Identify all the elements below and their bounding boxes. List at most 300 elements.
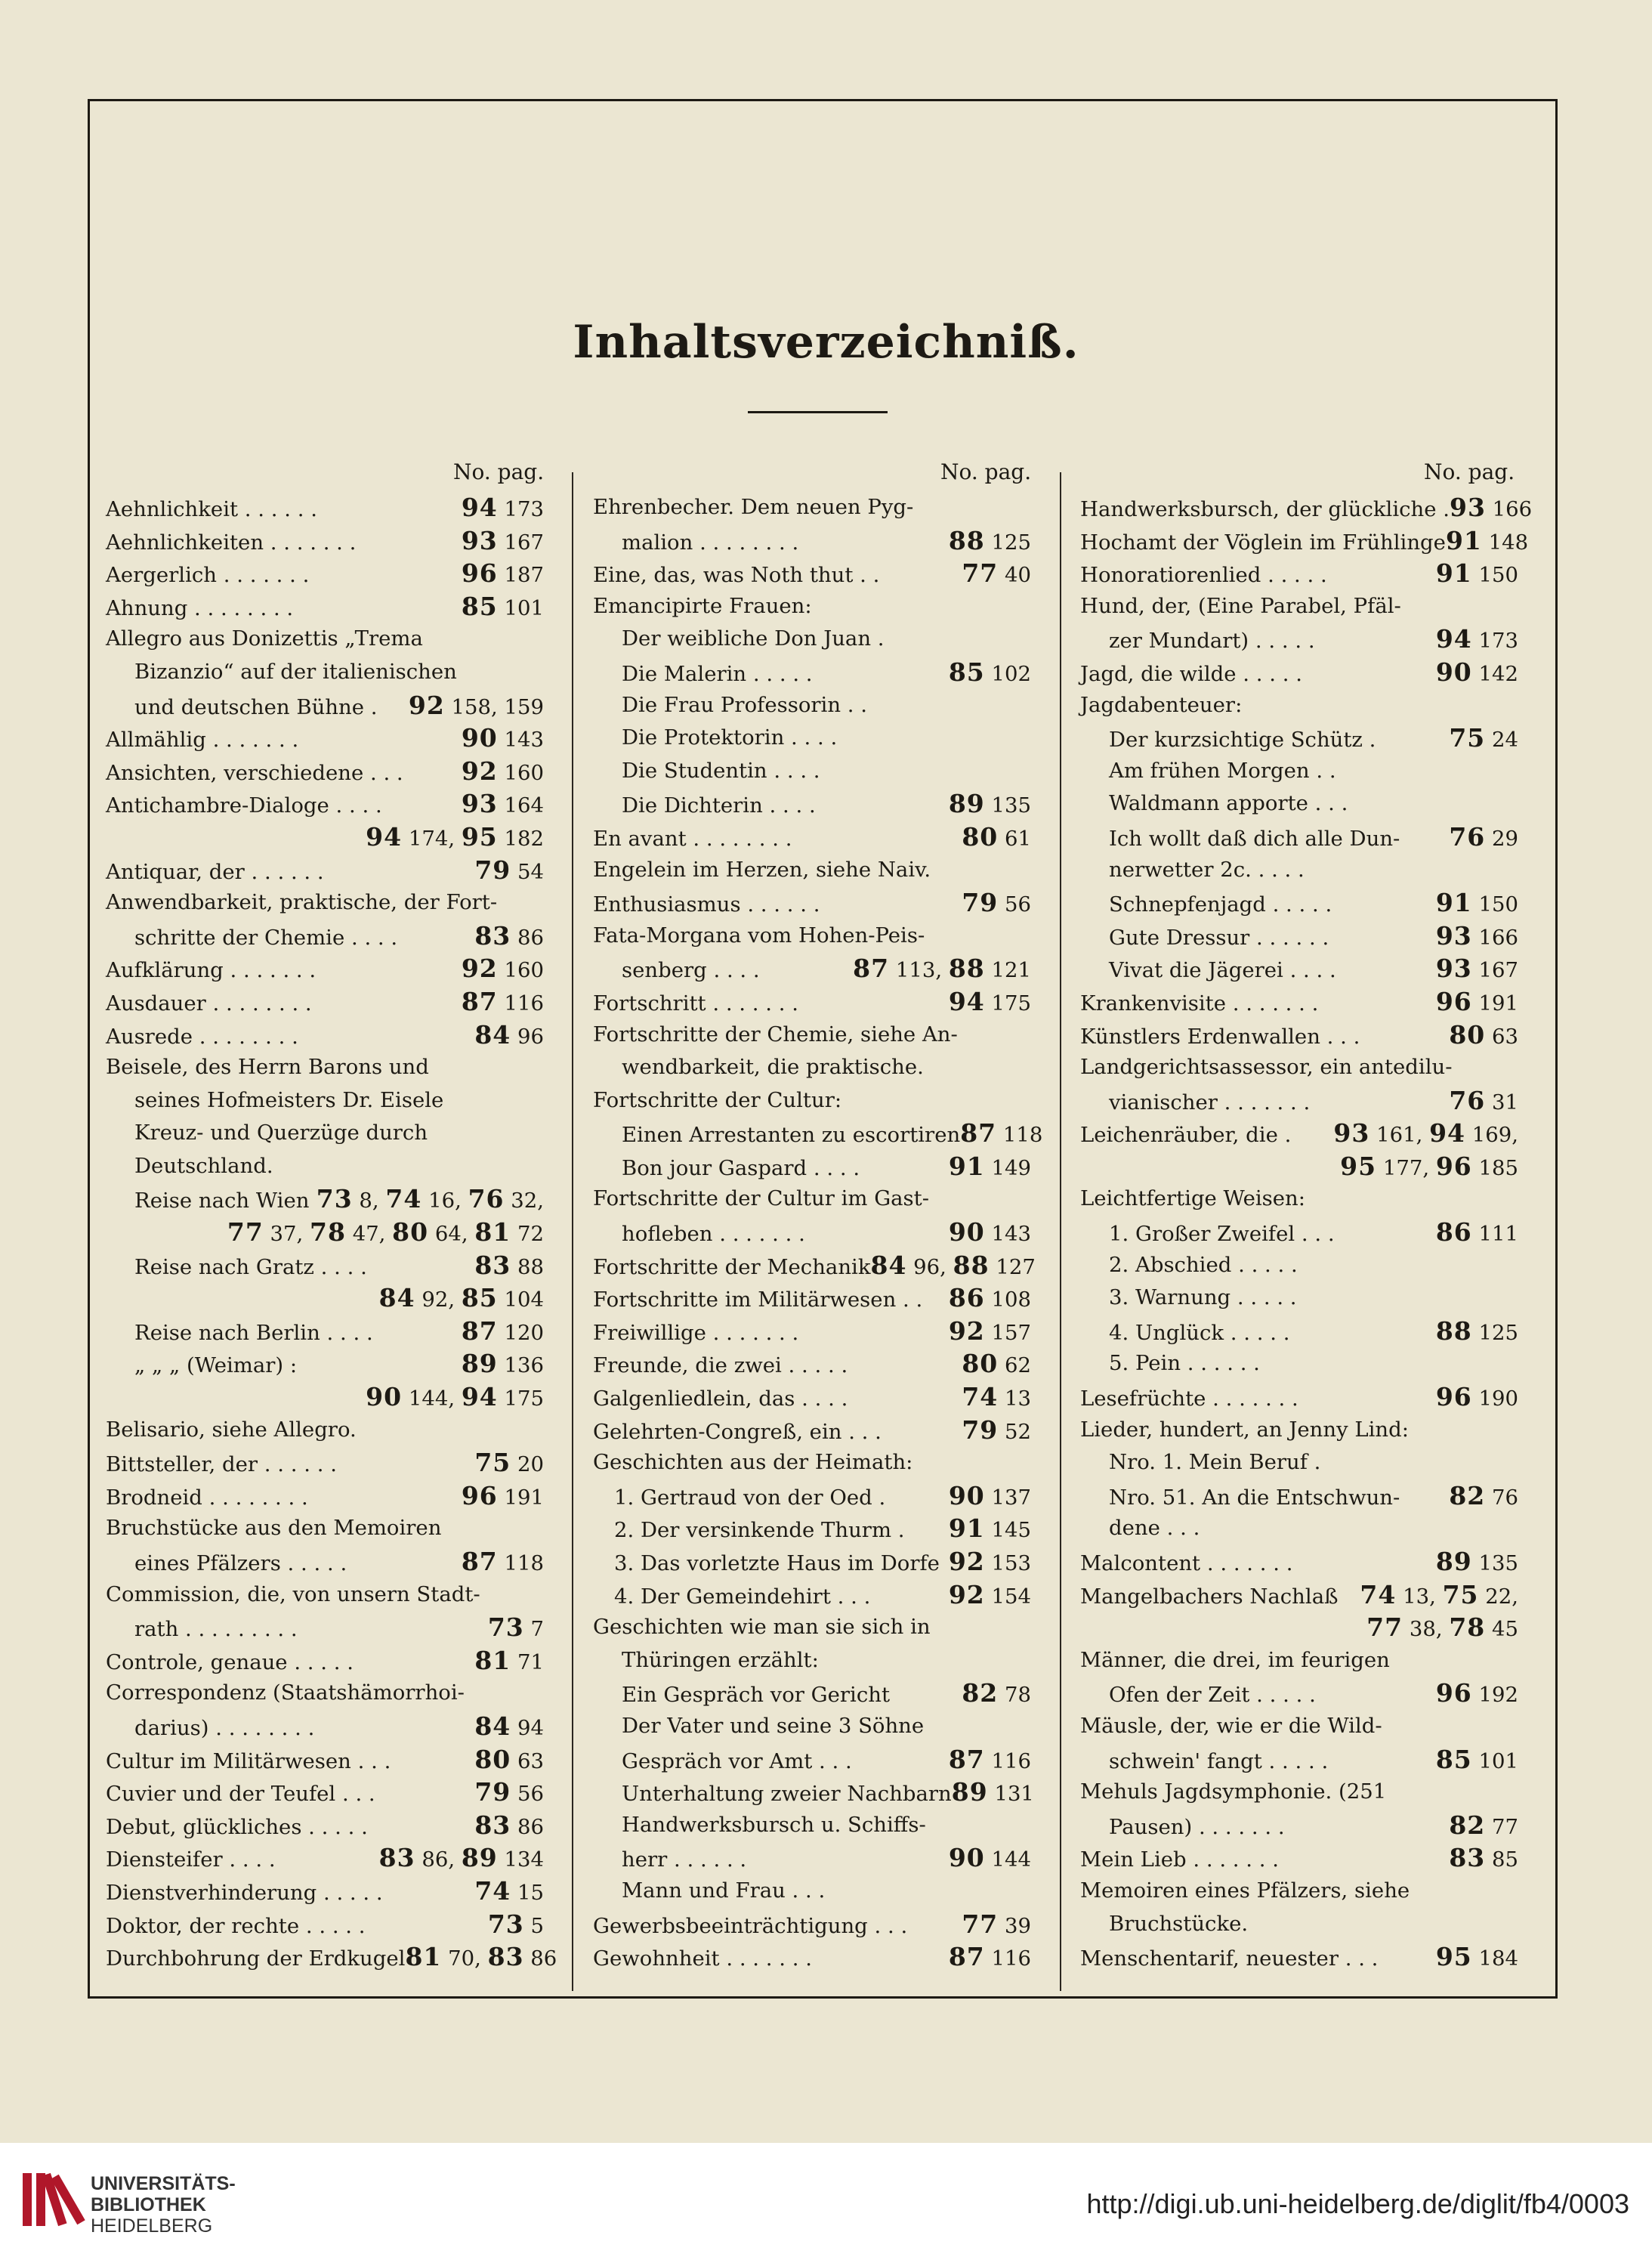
entry-reference [1436, 1677, 1518, 1712]
entry-reference [488, 1908, 544, 1943]
entry-title: und deutschen Bühne . [134, 694, 378, 719]
page-number: 47, [345, 1222, 393, 1247]
entry-title: Ehrenbecher. Dem neuen Pyg- [593, 495, 914, 519]
issue-number: 91 [948, 1513, 985, 1544]
issue-number: 79 [474, 855, 511, 885]
page-number: 118 [497, 1551, 544, 1575]
entry-reference [949, 1281, 1031, 1317]
index-entry [1080, 623, 1518, 656]
entry-reference [1436, 1380, 1518, 1416]
index-entry [593, 952, 1031, 985]
issue-number: 83 [378, 1843, 415, 1873]
index-entry [1080, 1347, 1518, 1380]
index-entry [106, 1545, 544, 1578]
entry-title: malion . . . . . . . . [622, 530, 799, 555]
entry-title: Aufklärung . . . . . . . [106, 958, 317, 983]
entry-reference [474, 1776, 544, 1811]
index-entry [1080, 557, 1518, 590]
index-entry [1080, 1512, 1518, 1545]
entry-reference [474, 1249, 544, 1285]
index-entry [593, 1545, 1031, 1578]
index-entry [593, 920, 1031, 953]
issue-number: 95 [461, 821, 498, 852]
entry-reference [474, 1644, 544, 1680]
page-number: 52 [998, 1419, 1031, 1444]
issue-number: 90 [1435, 657, 1472, 687]
index-entry [1080, 1150, 1518, 1183]
page-number: 173 [497, 497, 544, 521]
issue-number: 80 [962, 821, 999, 852]
issue-number: 88 [953, 1250, 990, 1280]
entry-title: Eine, das, was Noth thut . . [593, 563, 880, 588]
issue-number: 89 [461, 1843, 498, 1873]
page-number: 175 [984, 991, 1031, 1016]
issue-number: 96 [1435, 1151, 1472, 1181]
issue-number: 93 [1450, 493, 1486, 522]
entry-title: Leichenräuber, die . [1080, 1123, 1292, 1148]
page-number: 173 [1471, 629, 1518, 654]
page-number: 185 [1471, 1155, 1518, 1180]
issue-number: 83 [1449, 1843, 1486, 1873]
entry-title: Antiquar, der . . . . . . [106, 859, 324, 884]
entry-title: Durchbohrung der Erdkugel [106, 1946, 406, 1971]
entry-title: Der Vater und seine 3 Söhne [622, 1713, 925, 1738]
issue-number: 90 [948, 1217, 985, 1247]
page-number: 86 [511, 925, 544, 950]
issue-number: 89 [461, 1349, 498, 1379]
entry-title: Bizanzio“ auf der italienischen [134, 659, 457, 684]
issue-number: 85 [461, 591, 498, 621]
page-number: 8, [352, 1189, 386, 1213]
index-entry [1080, 920, 1518, 953]
page-number: 143 [984, 1222, 1031, 1247]
entry-title: Reise nach Wien [134, 1189, 310, 1213]
entry-title: Fortschritte der Cultur: [593, 1087, 842, 1112]
index-entry [593, 1281, 1031, 1315]
issue-number: 92 [948, 1579, 985, 1609]
issue-number: 74 [385, 1184, 422, 1214]
entry-reference [1449, 1841, 1518, 1877]
entry-reference [962, 1347, 1031, 1383]
page-number: 143 [497, 728, 544, 753]
issue-number: 75 [1449, 723, 1486, 753]
entry-reference [952, 1776, 1034, 1811]
index-entry [1080, 1446, 1518, 1479]
index-entry [106, 1051, 544, 1084]
index-entry [593, 1380, 1031, 1414]
page-number: 182 [497, 826, 544, 851]
page-number: 154 [984, 1584, 1031, 1609]
entry-title: Jagdabenteuer: [1080, 692, 1243, 717]
issue-number: 88 [1435, 1315, 1472, 1346]
entry-title: Doktor, der rechte . . . . . [106, 1913, 366, 1938]
issue-number: 84 [870, 1250, 907, 1280]
entry-reference [962, 886, 1031, 922]
page-number: 63 [1485, 1024, 1518, 1049]
entry-title: dene . . . [1109, 1516, 1200, 1541]
issue-number: 81 [474, 1217, 511, 1247]
issue-number: 88 [948, 954, 985, 984]
issue-number: 79 [962, 888, 999, 918]
source-url[interactable]: http://digi.ub.uni-heidelberg.de/diglit/fb4/0003 [1086, 2188, 1629, 2219]
page-number: 167 [1471, 958, 1518, 983]
index-entry [593, 1841, 1031, 1875]
entry-reference [474, 920, 544, 955]
issue-number: 76 [468, 1184, 505, 1214]
page-number: 29 [1485, 826, 1518, 851]
entry-title: Deutschland. [134, 1153, 273, 1178]
issue-number: 93 [461, 525, 498, 555]
entry-reference [462, 952, 544, 988]
entry-reference [379, 1281, 544, 1317]
index-entry [593, 1940, 1031, 1974]
index-entry [1080, 1084, 1518, 1118]
issue-number: 90 [461, 723, 498, 753]
entry-title: Antichambre-Dialoge . . . . [106, 793, 382, 818]
entry-reference [1449, 722, 1518, 757]
page-number: 160 [497, 760, 544, 785]
index-entry [593, 886, 1031, 920]
entry-title: Ausdauer . . . . . . . . [106, 991, 312, 1016]
entry-reference [949, 985, 1031, 1021]
entry-title: Controle, genaue . . . . . [106, 1649, 354, 1674]
page-number: 45 [1485, 1617, 1518, 1642]
index-entry [106, 1940, 557, 1974]
index-entry [593, 689, 1031, 722]
entry-title: Cuvier und der Teufel . . . [106, 1782, 375, 1807]
issue-number: 84 [378, 1283, 415, 1313]
index-entry [593, 1776, 1034, 1809]
entry-reference [960, 1117, 1042, 1152]
index-entry [1080, 1019, 1518, 1052]
index-entry [1080, 689, 1518, 722]
index-entry [106, 1841, 544, 1875]
issue-number: 82 [962, 1678, 999, 1708]
entry-title: rath . . . . . . . . . [134, 1617, 298, 1642]
page-number: 125 [1471, 1320, 1518, 1345]
issue-number: 80 [392, 1217, 429, 1247]
entry-reference [366, 821, 544, 856]
entry-title: Memoiren eines Pfälzers, siehe [1080, 1878, 1410, 1903]
entry-reference [962, 1380, 1031, 1416]
entry-reference [1436, 656, 1518, 691]
entry-title: Landgerichtsassessor, ein antedilu- [1080, 1055, 1453, 1080]
entry-title: Lieder, hundert, an Jenny Lind: [1080, 1417, 1409, 1442]
issue-number: 73 [316, 1184, 353, 1214]
entry-reference [462, 755, 544, 790]
entry-reference [474, 1809, 544, 1844]
page-number: 72 [511, 1222, 544, 1247]
entry-title: Reise nach Gratz . . . . [134, 1254, 367, 1279]
entry-reference [949, 1578, 1031, 1614]
page-number: 116 [984, 1748, 1031, 1773]
entry-title: Allmählig . . . . . . . [106, 728, 299, 753]
issue-number: 89 [951, 1777, 988, 1807]
page-number: 149 [984, 1155, 1031, 1180]
issue-number: 87 [461, 1315, 498, 1346]
entry-reference [949, 1940, 1031, 1976]
entry-title: Fortschritte der Mechanik [593, 1254, 871, 1279]
entry-reference [1449, 821, 1518, 856]
page-number: 86 [523, 1946, 557, 1971]
entry-reference [366, 1380, 544, 1416]
issue-number: 73 [487, 1909, 524, 1939]
index-entry [106, 1611, 544, 1644]
entry-title: Honoratiorenlied . . . . . [1080, 563, 1327, 588]
issue-number: 83 [474, 1810, 511, 1840]
entry-title: Fortschritte im Militärwesen . . [593, 1288, 923, 1312]
entry-reference [1436, 1940, 1518, 1976]
index-entry [106, 1150, 544, 1183]
issue-number: 74 [962, 1382, 999, 1412]
entry-title: Malcontent . . . . . . . [1080, 1551, 1293, 1575]
issue-number: 77 [962, 558, 999, 589]
entry-title: Pausen) . . . . . . . [1109, 1814, 1285, 1839]
entry-title: Galgenliedlein, das . . . . [593, 1387, 848, 1411]
column-divider [1060, 472, 1061, 1991]
index-entry [1080, 1380, 1518, 1414]
entry-reference [474, 1743, 544, 1779]
page-number: 150 [1471, 563, 1518, 588]
index-entry [106, 1644, 544, 1677]
issue-number: 94 [948, 986, 985, 1016]
issue-number: 93 [1333, 1118, 1370, 1149]
issue-number: 90 [948, 1843, 985, 1873]
entry-reference [1340, 1150, 1518, 1186]
index-entry [1080, 524, 1529, 558]
index-entry [1080, 1117, 1518, 1150]
entry-reference [1436, 1545, 1518, 1581]
index-entry [593, 524, 1031, 558]
index-entry [1080, 985, 1518, 1019]
page-number: 104 [497, 1288, 544, 1312]
issue-number: 78 [310, 1217, 346, 1247]
entry-title: Die Frau Professorin . . [622, 692, 867, 717]
entry-title: Waldmann apporte . . . [1109, 791, 1348, 816]
page-number: 160 [497, 958, 544, 983]
entry-reference [1436, 623, 1518, 658]
entry-title: Geschichten aus der Heimath: [593, 1450, 913, 1475]
issue-number: 85 [948, 657, 985, 687]
issue-number: 95 [1340, 1151, 1377, 1181]
entry-reference [1450, 491, 1532, 527]
issue-number: 75 [1442, 1579, 1479, 1609]
issue-number: 94 [1429, 1118, 1466, 1149]
index-entry [593, 1479, 1031, 1513]
index-entry [593, 787, 1031, 821]
issue-number: 91 [948, 1151, 985, 1181]
issue-number: 83 [474, 1250, 511, 1280]
entry-title: wendbarkeit, die praktische. [622, 1055, 924, 1080]
index-entry [1080, 1908, 1518, 1941]
entry-reference [949, 656, 1031, 691]
entry-title: Kreuz- und Querzüge durch [134, 1121, 428, 1145]
page-number: 135 [1471, 1551, 1518, 1575]
entry-title: Der kurzsichtige Schütz . [1109, 728, 1376, 753]
issue-number: 91 [1435, 888, 1472, 918]
entry-title: Ansichten, verschiedene . . . [106, 760, 403, 785]
entry-reference [949, 1216, 1031, 1251]
entry-reference [949, 1841, 1031, 1877]
entry-title: 2. Der versinkende Thurm . [614, 1518, 905, 1543]
issue-number: 77 [1366, 1612, 1403, 1643]
page-title: Inhaltsverzeichniß. [573, 316, 1079, 369]
entry-title: Enthusiasmus . . . . . . [593, 892, 820, 917]
issue-number: 92 [948, 1315, 985, 1346]
issue-number: 93 [1435, 954, 1472, 984]
index-entry [106, 1908, 544, 1941]
entry-title: seines Hofmeisters Dr. Eisele [134, 1087, 444, 1112]
index-entry [593, 1644, 1031, 1677]
entry-title: 1. Großer Zweifel . . . [1109, 1222, 1335, 1247]
issue-number: 94 [366, 821, 403, 852]
page-number: 144, [402, 1387, 462, 1411]
index-entry [593, 1677, 1031, 1710]
entry-reference [462, 787, 544, 823]
page-number: 78 [998, 1683, 1031, 1708]
index-entry [106, 1315, 544, 1348]
page-number: 31 [1485, 1090, 1518, 1115]
index-entry [1080, 854, 1518, 887]
entry-reference [1449, 1084, 1518, 1120]
index-column-2 [593, 491, 1043, 1974]
entry-title: Reise nach Berlin . . . . [134, 1320, 373, 1345]
library-line-3: HEIDELBERG [91, 2215, 213, 2237]
page-number: 120 [497, 1320, 544, 1345]
index-entry [593, 1019, 1031, 1052]
index-entry [106, 985, 544, 1019]
issue-number: 81 [474, 1645, 511, 1675]
entry-reference [1436, 1315, 1518, 1350]
entry-reference [462, 590, 544, 626]
index-entry [1080, 1249, 1518, 1282]
index-entry [106, 952, 544, 985]
page-number: 54 [511, 859, 544, 884]
entry-reference [474, 1446, 544, 1482]
issue-number: 95 [1435, 1942, 1472, 1972]
issue-number: 77 [962, 1909, 999, 1939]
entry-reference [962, 557, 1031, 592]
issue-number: 96 [1435, 986, 1472, 1016]
entry-title: Einen Arrestanten zu escortiren [622, 1123, 961, 1148]
page-number: 174, [402, 826, 462, 851]
entry-title: Aergerlich . . . . . . . [106, 563, 310, 588]
page-number: 101 [1471, 1748, 1518, 1773]
page-number: 38, [1403, 1617, 1450, 1642]
index-entry [593, 1183, 1031, 1216]
entry-title: Aehnlichkeiten . . . . . . . [106, 530, 357, 555]
entry-reference [1449, 1019, 1518, 1054]
entry-title: Cultur im Militärwesen . . . [106, 1748, 391, 1773]
page-number: 94 [511, 1715, 544, 1740]
page-number: 153 [984, 1551, 1031, 1575]
page-number: 177, [1376, 1155, 1436, 1180]
index-entry [106, 1479, 544, 1513]
index-entry [1080, 755, 1518, 788]
entry-title: eines Pfälzers . . . . . [134, 1551, 347, 1575]
page-number: 16, [421, 1189, 468, 1213]
entry-reference [1436, 886, 1518, 922]
title-rule [748, 411, 888, 413]
entry-reference [949, 524, 1031, 560]
entry-reference [379, 1841, 544, 1877]
index-entry [593, 1743, 1031, 1776]
page-number: 61 [998, 826, 1031, 851]
entry-title: Freiwillige . . . . . . . [593, 1320, 799, 1345]
index-entry [593, 1117, 1043, 1150]
page-number: 85 [1485, 1847, 1518, 1872]
issue-number: 81 [405, 1942, 442, 1972]
issue-number: 74 [474, 1875, 511, 1906]
index-entry [106, 557, 544, 590]
entry-title: Mehuls Jagdsymphonie. (251 [1080, 1779, 1387, 1804]
index-column-1 [106, 491, 557, 1974]
entry-reference [949, 787, 1031, 823]
entry-reference [949, 1743, 1031, 1779]
page-number: 13, [1396, 1584, 1443, 1609]
entry-title: Hund, der, (Eine Parabel, Pfäl- [1080, 593, 1401, 618]
page-number: 56 [511, 1782, 544, 1807]
index-entry [106, 1117, 544, 1150]
column-header-2: No. pag. [940, 459, 1032, 484]
issue-number: 96 [1435, 1678, 1472, 1708]
entry-reference [462, 491, 544, 527]
index-entry [1080, 1578, 1518, 1612]
page-number: 62 [998, 1353, 1031, 1378]
entry-title: Brodneid . . . . . . . . [106, 1485, 308, 1510]
entry-title: Die Studentin . . . . [622, 758, 820, 783]
index-entry [593, 1446, 1031, 1479]
entry-title: Menschentarif, neuester . . . [1080, 1946, 1379, 1971]
index-entry [1080, 787, 1518, 821]
index-entry [593, 1051, 1031, 1084]
page-number: 7 [523, 1617, 544, 1642]
issue-number: 87 [948, 1744, 985, 1774]
page-number: 121 [984, 958, 1031, 983]
page-number: 77 [1485, 1814, 1518, 1839]
entry-title: Handwerksbursch, der glückliche . [1080, 497, 1450, 521]
page-number: 37, [263, 1222, 310, 1247]
index-entry [1080, 1183, 1518, 1216]
page-number: 125 [984, 530, 1031, 555]
issue-number: 94 [1435, 624, 1472, 654]
entry-title: Bittsteller, der . . . . . . [106, 1452, 337, 1477]
entry-reference [462, 557, 544, 592]
entry-reference [462, 1479, 544, 1515]
issue-number: 80 [962, 1349, 999, 1379]
entry-title: Die Malerin . . . . . [622, 661, 813, 686]
issue-number: 79 [962, 1414, 999, 1445]
issue-number: 84 [474, 1019, 511, 1050]
page-number: 102 [984, 661, 1031, 686]
index-entry [1080, 1940, 1518, 1974]
entry-title: Leichtfertige Weisen: [1080, 1186, 1306, 1211]
index-entry [1080, 1315, 1518, 1348]
index-entry [593, 1414, 1031, 1447]
entry-title: herr . . . . . . [622, 1847, 747, 1872]
page-number: 157 [984, 1320, 1031, 1345]
issue-number: 94 [461, 493, 498, 522]
page-number: 70, [441, 1946, 488, 1971]
issue-number: 85 [1435, 1744, 1472, 1774]
index-entry [106, 524, 544, 558]
entry-title: Ein Gespräch vor Gericht [622, 1683, 891, 1708]
index-entry [593, 755, 1031, 788]
index-entry [1080, 1776, 1518, 1809]
entry-title: En avant . . . . . . . . [593, 826, 792, 851]
entry-title: Debut, glückliches . . . . . [106, 1814, 368, 1839]
entry-title: Nro. 1. Mein Beruf . [1109, 1450, 1321, 1475]
